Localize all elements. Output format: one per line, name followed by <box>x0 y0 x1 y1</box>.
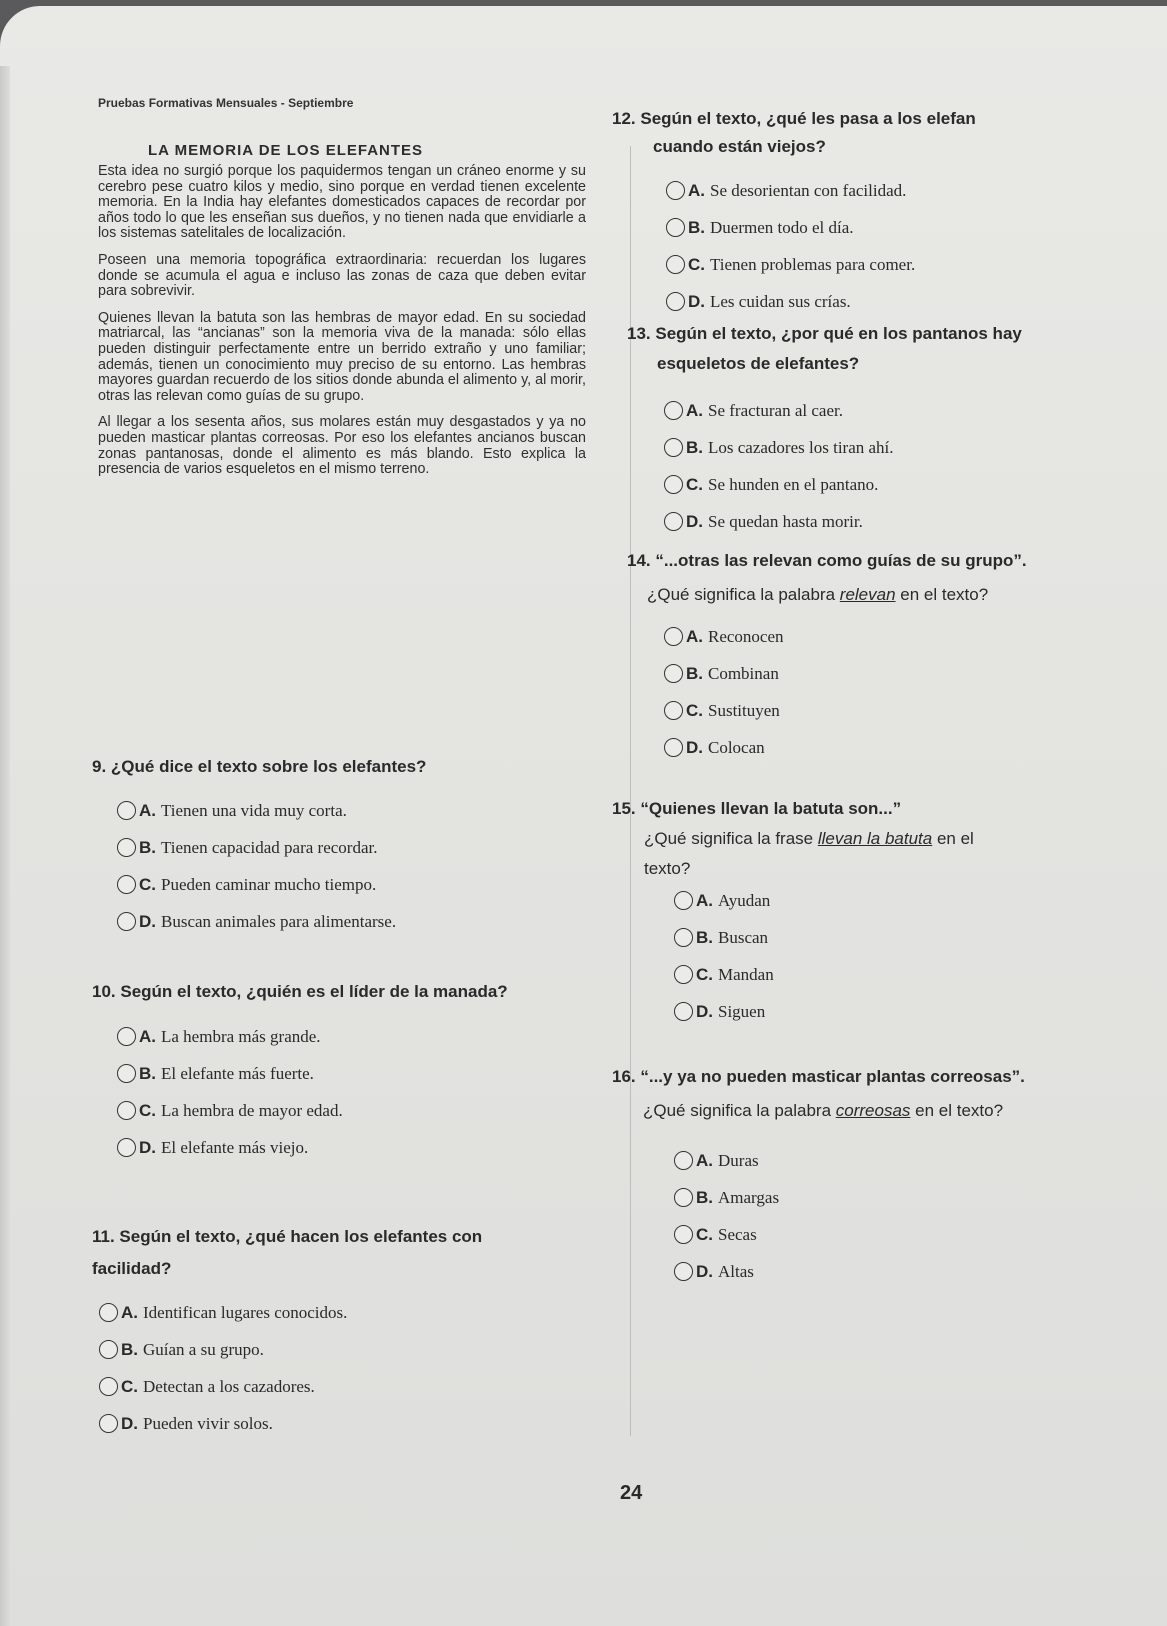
page-edge <box>0 66 10 1626</box>
question-15-subtext: ¿Qué significa la frase llevan la batuta en el <box>644 829 974 848</box>
question-15-text: 15. “Quienes llevan la batuta son...” <box>612 799 902 818</box>
question-16-subtext: ¿Qué significa la palabra correosas en el texto? <box>643 1101 1004 1120</box>
q13-option-d[interactable]: D. Se quedan hasta morir. <box>664 503 894 540</box>
question-12-text-line2: cuando están viejos? <box>653 137 826 156</box>
highlighted-word: relevan <box>839 585 896 604</box>
question-9 <box>92 754 426 780</box>
radio-button[interactable] <box>674 928 693 947</box>
q15-option-d[interactable]: D. Siguen <box>674 993 774 1030</box>
q10-option-c[interactable]: C. La hembra de mayor edad. <box>117 1092 343 1129</box>
q15-option-c[interactable]: C. Mandan <box>674 956 774 993</box>
question-16 <box>612 1060 1025 1128</box>
q10-option-a[interactable]: A. La hembra más grande. <box>117 1018 343 1055</box>
worksheet-page <box>0 6 1167 1626</box>
radio-button[interactable] <box>117 1027 136 1046</box>
passage-paragraph: Poseen una memoria topográfica extraordinaria: recuerdan los lugares donde se acumula el agua e incluso las zonas de caza que deben evitar para sobrevivir. <box>98 251 586 300</box>
q13-option-b[interactable]: B. Los cazadores los tiran ahí. <box>664 429 894 466</box>
question-12-options <box>666 172 915 320</box>
q13-option-c[interactable]: C. Se hunden en el pantano. <box>664 466 894 503</box>
question-12 <box>612 105 976 161</box>
radio-button[interactable] <box>674 1002 693 1021</box>
q12-option-b[interactable]: B. Duermen todo el día. <box>666 209 915 246</box>
question-13-text-line2: esqueletos de elefantes? <box>657 354 860 373</box>
radio-button[interactable] <box>117 1101 136 1120</box>
question-13 <box>627 319 1022 379</box>
question-15 <box>612 794 974 884</box>
page-number: 24 <box>620 1482 643 1504</box>
question-16-options <box>674 1142 779 1290</box>
q16-option-c[interactable]: C. Secas <box>674 1216 779 1253</box>
radio-button[interactable] <box>117 838 136 857</box>
q11-option-c[interactable]: C. Detectan a los cazadores. <box>99 1368 347 1405</box>
radio-button[interactable] <box>117 875 136 894</box>
radio-button[interactable] <box>666 181 685 200</box>
radio-button[interactable] <box>99 1414 118 1433</box>
question-16-text: 16. “...y ya no pueden masticar plantas correosas”. <box>612 1067 1025 1086</box>
question-10-options <box>117 1018 343 1166</box>
radio-button[interactable] <box>117 912 136 931</box>
question-11-text: 11. Según el texto, ¿qué hacen los elefantes con <box>92 1227 483 1246</box>
radio-button[interactable] <box>99 1303 118 1322</box>
radio-button[interactable] <box>664 701 683 720</box>
radio-button[interactable] <box>674 1188 693 1207</box>
q11-option-b[interactable]: B. Guían a su grupo. <box>99 1331 347 1368</box>
radio-button[interactable] <box>674 1225 693 1244</box>
q10-option-d[interactable]: D. El elefante más viejo. <box>117 1129 343 1166</box>
question-13-text: 13. Según el texto, ¿por qué en los pantanos hay <box>627 324 1022 343</box>
radio-button[interactable] <box>666 218 685 237</box>
question-11-text-line2: facilidad? <box>92 1259 172 1278</box>
q11-option-d[interactable]: D. Pueden vivir solos. <box>99 1405 347 1442</box>
q16-option-d[interactable]: D. Altas <box>674 1253 779 1290</box>
radio-button[interactable] <box>664 627 683 646</box>
q9-option-b[interactable]: B. Tienen capacidad para recordar. <box>117 829 396 866</box>
question-14 <box>627 544 1027 612</box>
q11-option-a[interactable]: A. Identifican lugares conocidos. <box>99 1294 347 1331</box>
q12-option-d[interactable]: D. Les cuidan sus crías. <box>666 283 915 320</box>
question-11-options <box>99 1294 347 1442</box>
passage-paragraph: Esta idea no surgió porque los paquidermos tengan un cráneo enorme y su cerebro pese cuatro kilos y medio, sino porque en verdad tienen excelente memoria. En la India hay elefantes domesticados capaces de recordar por años todo lo que les enseñan sus dueños, y no tienen nada que envidiarle a los sistemas satelitales de localización. <box>98 163 586 242</box>
q16-option-b[interactable]: B. Amargas <box>674 1179 779 1216</box>
radio-button[interactable] <box>664 401 683 420</box>
radio-button[interactable] <box>664 438 683 457</box>
question-10 <box>92 979 508 1005</box>
highlighted-word: correosas <box>835 1101 911 1120</box>
radio-button[interactable] <box>664 475 683 494</box>
radio-button[interactable] <box>99 1340 118 1359</box>
q15-option-b[interactable]: B. Buscan <box>674 919 774 956</box>
passage-paragraph: Al llegar a los sesenta años, sus molares están muy desgastados y ya no pueden masticar plantas correosas. Por eso los elefantes ancianos buscan zonas pantanosas, donde el alimento es más blando. Esto explica la presencia de varios esqueletos en el mismo terreno. <box>98 414 586 478</box>
radio-button[interactable] <box>674 1262 693 1281</box>
radio-button[interactable] <box>666 255 685 274</box>
question-14-subtext: ¿Qué significa la palabra relevan en el texto? <box>647 585 989 604</box>
q10-option-b[interactable]: B. El elefante más fuerte. <box>117 1055 343 1092</box>
radio-button[interactable] <box>666 292 685 311</box>
question-15-options <box>674 882 774 1030</box>
question-9-text: 9. ¿Qué dice el texto sobre los elefantes? <box>92 757 427 776</box>
radio-button[interactable] <box>674 965 693 984</box>
radio-button[interactable] <box>674 891 693 910</box>
question-9-options <box>117 792 396 940</box>
q14-option-d[interactable]: D. Colocan <box>664 729 784 766</box>
passage-paragraph: Quienes llevan la batuta son las hembras de mayor edad. En su sociedad matriarcal, las “ancianas” son la memoria viva de la manada: sólo ellas pueden distinguir perfectamente entre un berrido extraño y uno familiar; además, tienen un conocimiento muy preciso de su entorno. Las hembras mayores guardan recuerdo de los sitios donde abunda el alimento y, al morir, otras las relevan como guías de su grupo. <box>98 309 586 404</box>
radio-button[interactable] <box>99 1377 118 1396</box>
question-12-text: 12. Según el texto, ¿qué les pasa a los elefan <box>612 109 976 128</box>
q9-option-d[interactable]: D. Buscan animales para alimentarse. <box>117 903 396 940</box>
radio-button[interactable] <box>674 1151 693 1170</box>
question-14-options <box>664 618 784 766</box>
question-13-options <box>664 392 894 540</box>
page-header: Pruebas Formativas Mensuales - Septiembre <box>98 96 354 110</box>
radio-button[interactable] <box>664 512 683 531</box>
question-14-text: 14. “...otras las relevan como guías de su grupo”. <box>627 551 1027 570</box>
reading-title: LA MEMORIA DE LOS ELEFANTES <box>148 142 424 159</box>
highlighted-phrase: llevan la batuta <box>817 829 933 848</box>
q9-option-a[interactable]: A. Tienen una vida muy corta. <box>117 792 396 829</box>
question-15-subtext-line2: texto? <box>644 859 691 878</box>
q12-option-c[interactable]: C. Tienen problemas para comer. <box>666 246 915 283</box>
q14-option-b[interactable]: B. Combinan <box>664 655 784 692</box>
question-10-text: 10. Según el texto, ¿quién es el líder de la manada? <box>92 982 508 1001</box>
q12-option-a[interactable]: A. Se desorientan con facilidad. <box>666 172 915 209</box>
q13-option-a[interactable]: A. Se fracturan al caer. <box>664 392 894 429</box>
radio-button[interactable] <box>664 664 683 683</box>
radio-button[interactable] <box>117 1138 136 1157</box>
q15-option-a[interactable]: A. Ayudan <box>674 882 774 919</box>
q14-option-a[interactable]: A. Reconocen <box>664 618 784 655</box>
radio-button[interactable] <box>664 738 683 757</box>
radio-button[interactable] <box>117 801 136 820</box>
q14-option-c[interactable]: C. Sustituyen <box>664 692 784 729</box>
reading-passage <box>98 164 586 489</box>
q9-option-c[interactable]: C. Pueden caminar mucho tiempo. <box>117 866 396 903</box>
q16-option-a[interactable]: A. Duras <box>674 1142 779 1179</box>
radio-button[interactable] <box>117 1064 136 1083</box>
question-11 <box>92 1224 482 1282</box>
